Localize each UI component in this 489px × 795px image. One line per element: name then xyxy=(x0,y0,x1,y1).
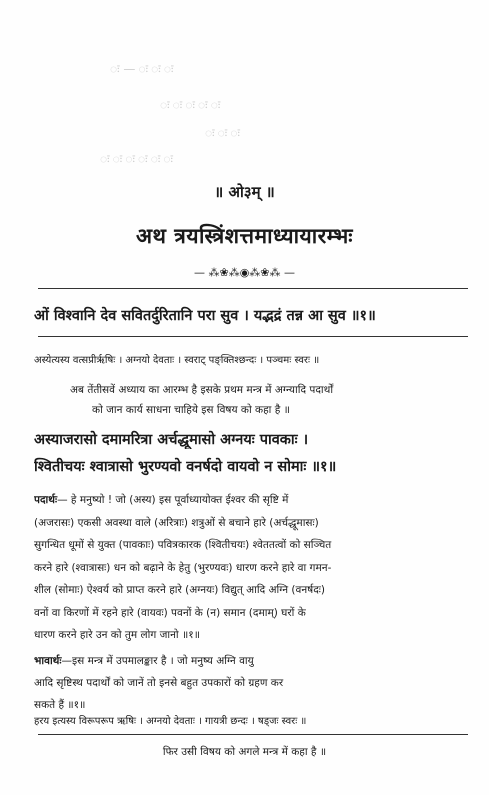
divider-rule xyxy=(38,336,468,337)
divider-rule xyxy=(38,288,468,289)
mantra-line: अस्याजरासो दमामरित्रा अर्चद्धूमासो अग्नयः पावकाः । xyxy=(34,432,309,448)
padartha-label: पदार्थः xyxy=(34,494,58,506)
padartha-line xyxy=(34,489,466,512)
padartha-line: (अजरासः) एकसी अवस्था वाले (अरित्राः) शत्रुओं से बचाने हारे (अर्चद्धूमासः) xyxy=(34,516,319,529)
bhavartha-line xyxy=(34,650,466,672)
bhavartha-line: सकते हैं ॥१॥ xyxy=(34,699,86,711)
bleed-through-text: ः ः ः ः ः ः xyxy=(100,152,173,166)
bhavartha-line: आदि सृष्टिस्थ पदार्थों को जानें तो इनसे बहुत उपकारों को ग्रहण कर xyxy=(34,677,284,689)
bhavartha-text: —इस मन्त्र में उपमालङ्कार है । जो मनुष्य अग्नि वायु xyxy=(61,655,254,667)
bleed-through-text: ः ः ः xyxy=(205,126,240,140)
padartha-text: — हे मनुष्यो ! जो (अस्य) इस पूर्वाध्यायोक्त ईश्वर की सृष्टि में xyxy=(57,494,289,506)
intro-line: को जान कार्य साधना चाहिये इस विषय को कहा है ॥ xyxy=(92,404,290,416)
bleed-through-text: ः ः ः ः ः xyxy=(160,98,221,112)
intro-line: अब तेंतीसवें अध्याय का आरम्भ है इसके प्रथम मन्त्र में अग्न्यादि पदार्थों xyxy=(70,384,334,396)
mantra-metadata: हरय इत्यस्य विरूपरूप ऋषिः । अग्नयो देवताः । गायत्री छन्दः । षड्जः स्वरः ॥ xyxy=(34,716,307,727)
opening-mantra: ओं विश्वानि देव सवितर्दुरितानि परा सुव । यद्भद्रं तन्न आ सुव ॥१॥ xyxy=(34,308,376,324)
ornament-divider: — ⁂❀⁂◉⁂❀⁂ — xyxy=(193,266,296,279)
padartha-block xyxy=(34,489,466,647)
chapter-title: अथ त्रयस्त्रिंशत्तमाध्यायारम्भः xyxy=(135,224,354,248)
bleed-through-text: ः — ः ः ः xyxy=(110,62,174,76)
bhavartha-block xyxy=(34,650,466,716)
padartha-line: वनों वा किरणों में रहने हारे (वायवः) पवनों के (न) समान (दमाम्) घरों के xyxy=(34,606,306,619)
mantra-line: श्वितीचयः श्वात्रासो भुरण्यवो वनर्षदो वायवो न सोमाः ॥१॥ xyxy=(34,459,337,475)
bhavartha-label: भावार्थः xyxy=(34,655,62,667)
divider-rule xyxy=(38,734,468,735)
invocation-om: ॥ ओ३म् ॥ xyxy=(214,183,275,201)
padartha-line: करने हारे (श्वात्रासः) धन को बढ़ाने के हेतु (भुरण्यवः) धारण करने हारे वा गमन- xyxy=(34,561,332,574)
padartha-line: धारण करने हारे उन को तुम लोग जानो ॥१॥ xyxy=(34,629,201,641)
next-mantra-intro: फिर उसी विषय को अगले मन्त्र में कहा है ॥ xyxy=(162,746,327,758)
mantra-metadata: अस्येत्यस्य वत्सप्रीर्ऋषिः । अग्नयो देवताः । स्वराट् पङ्क्तिश्छन्दः । पञ्चमः स्वरः ॥ xyxy=(34,355,320,366)
padartha-line: शील (सोमाः) ऐश्वर्य को प्राप्त करने हारे (अग्नयः) विद्युत् आदि अग्नि (वनर्षदः) xyxy=(34,584,326,596)
padartha-line: सुगन्धित धूमों से युक्त (पावकाः) पवित्रकारक (श्वितीचयः) श्वेततत्वों को सञ्चित xyxy=(34,539,332,551)
